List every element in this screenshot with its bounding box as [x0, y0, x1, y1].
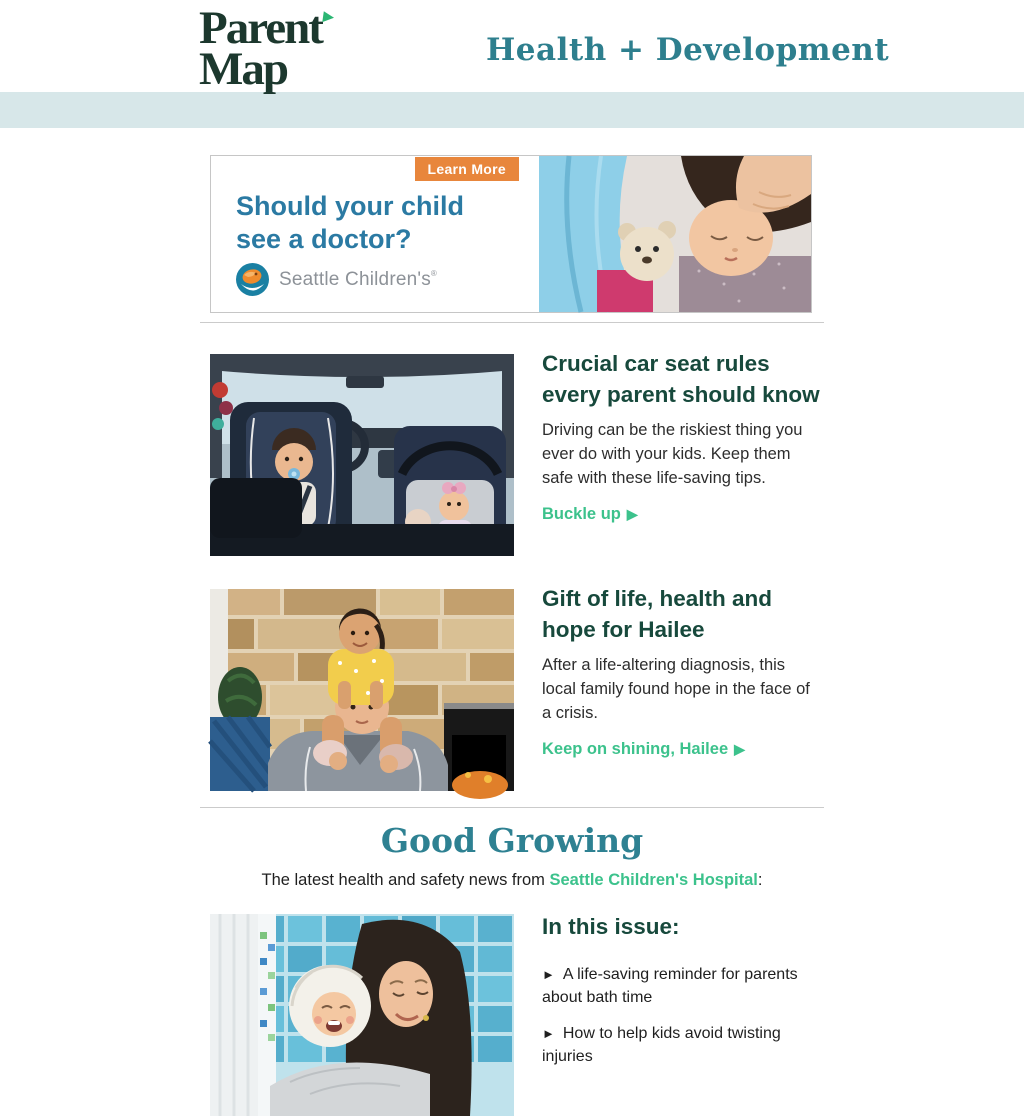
article-image-family[interactable]	[210, 589, 514, 791]
learn-more-button[interactable]: Learn More	[415, 157, 519, 181]
intro-suffix: :	[757, 871, 763, 889]
intro-prefix: The latest health and safety news from	[261, 871, 550, 889]
issue-item: ► How to help kids avoid twisting injuries	[542, 1025, 781, 1065]
divider	[200, 322, 824, 323]
logo-line2: Map	[199, 43, 287, 95]
article-text-car-seats	[542, 348, 820, 556]
article-row-hailee	[210, 586, 824, 791]
article-row-car-seats	[210, 351, 824, 556]
logo-line1: Parent	[199, 8, 322, 49]
issue-text	[542, 914, 820, 1116]
article-title[interactable]: Gift of life, health and hope for Hailee	[542, 586, 772, 642]
ad-text-pane	[211, 156, 539, 312]
header-accent-band	[0, 92, 1024, 128]
seattle-childrens-logo-icon	[236, 263, 269, 296]
bullet-arrow-icon: ►	[542, 1026, 555, 1041]
article-summary: After a life-altering diagnosis, this local family found hope in the face of a crisis.	[542, 656, 810, 722]
ad-headline: Should your child see a doctor?	[236, 191, 464, 254]
newsletter-header	[0, 0, 1024, 128]
logo-arrow-icon	[322, 11, 334, 23]
issue-image-bath-time[interactable]	[210, 914, 514, 1116]
seattle-childrens-hospital-link[interactable]: Seattle Children's Hospital	[549, 871, 758, 889]
issue-item: ► A life-saving reminder for parents about bath time	[542, 966, 798, 1006]
sponsor-name: Seattle Children's®	[279, 268, 438, 290]
article-text-hailee	[542, 583, 820, 791]
article-cta-link[interactable]: Keep on shining, Hailee ▶	[542, 740, 745, 758]
article-summary: Driving can be the riskiest thing you ever do with your kids. Keep them safe with these life-saving tips.	[542, 421, 803, 487]
article-title[interactable]: Crucial car seat rules every parent should know	[542, 351, 820, 407]
content-column	[200, 155, 824, 1116]
sponsor-ad-banner[interactable]	[210, 155, 812, 313]
divider	[200, 807, 824, 808]
bullet-arrow-icon: ►	[542, 967, 555, 982]
section-title-good-growing: Good Growing	[380, 821, 644, 860]
newsletter-title: Health + Development	[486, 32, 890, 68]
issue-row	[210, 914, 824, 1116]
article-image-car-seats[interactable]	[210, 354, 514, 556]
ad-photo-sleeping-child[interactable]	[539, 156, 811, 312]
cta-arrow-icon: ▶	[734, 741, 745, 757]
cta-arrow-icon: ▶	[626, 506, 638, 522]
section-intro	[200, 871, 824, 890]
issue-title: In this issue:	[542, 914, 680, 939]
ad-sponsor-row	[236, 263, 437, 296]
parentmap-logo[interactable]	[199, 2, 322, 95]
article-cta-link[interactable]: Buckle up ▶	[542, 505, 638, 523]
